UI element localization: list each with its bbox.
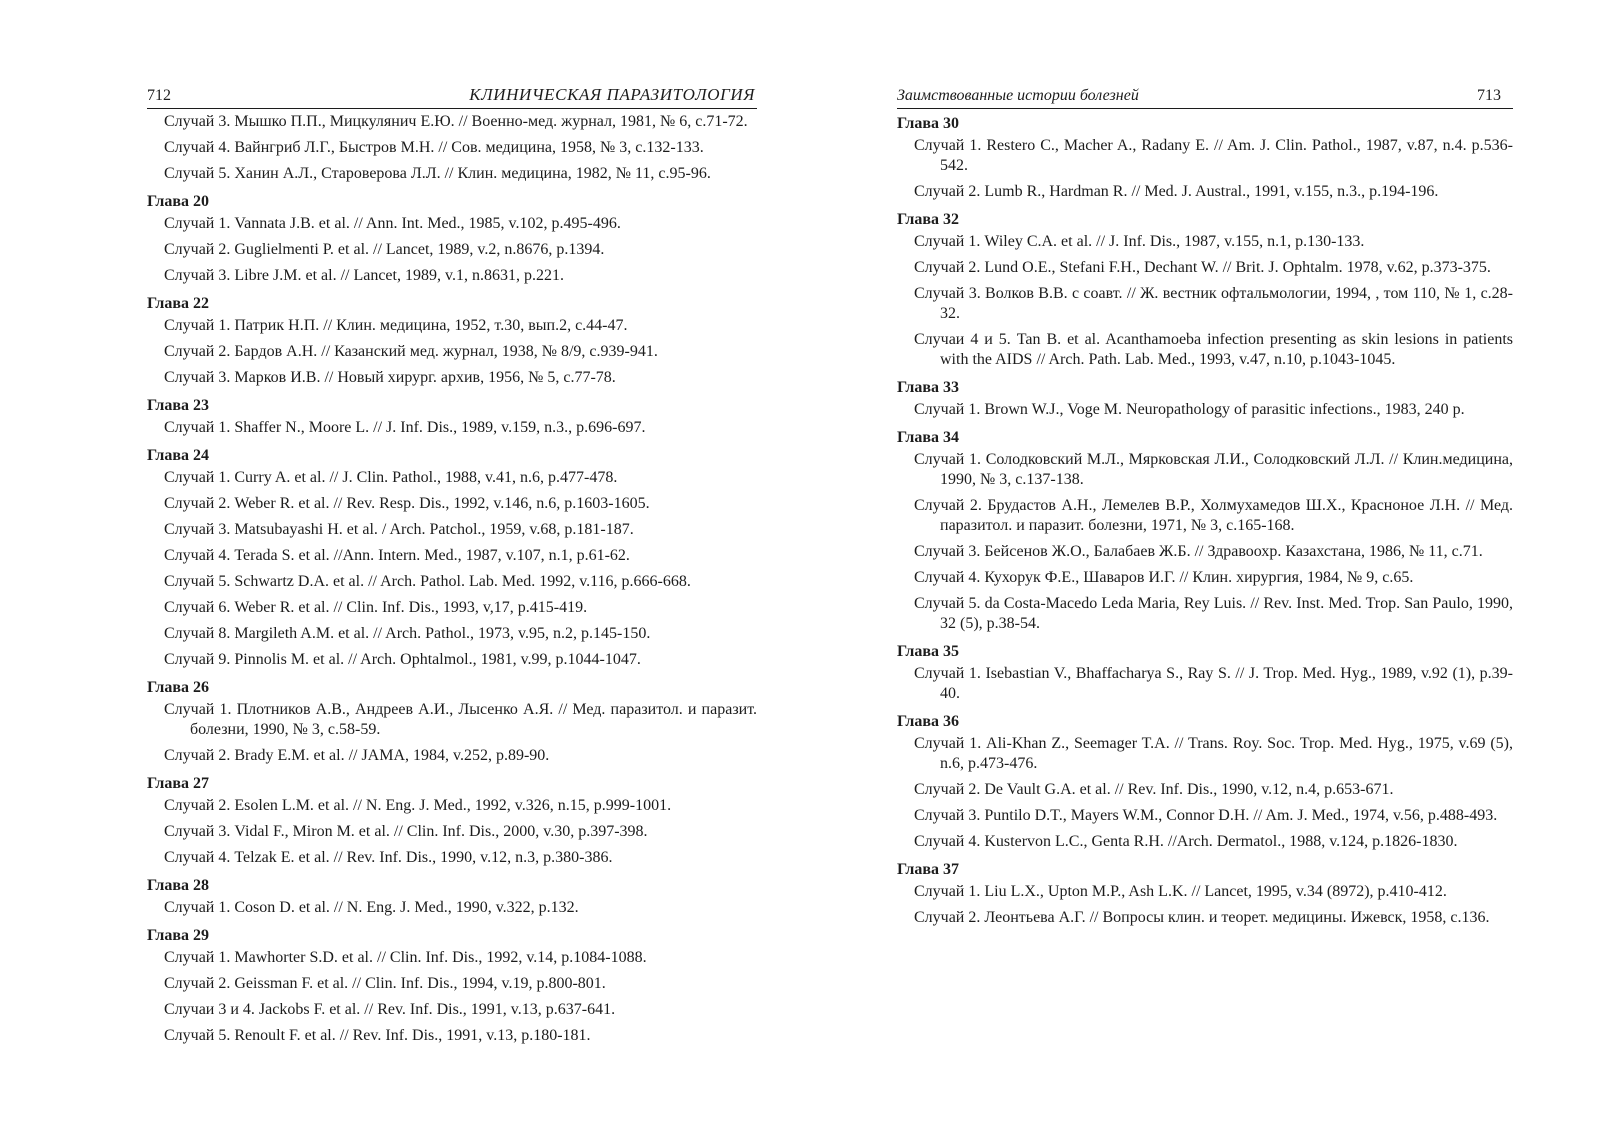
reference-entry: Случай 8. Margileth A.M. et al. // Arch. Pathol., 1973, v.95, n.2, p.145-150. bbox=[164, 625, 651, 642]
page-number: 713 bbox=[1477, 87, 1501, 104]
reference-entry: Случай 2. Esolen L.M. et al. // N. Eng. J. Med., 1992, v.326, n.15, p.999-1001. bbox=[164, 797, 672, 814]
chapter-heading: Глава 29 bbox=[147, 927, 209, 944]
reference-entry: Случай 3. Matsubayashi H. et al. / Arch. Patchol., 1959, v.68, p.181-187. bbox=[164, 521, 634, 538]
reference-entry: Случай 1. Brown W.J., Voge M. Neuropathology of parasitic infections., 1983, 240 p. bbox=[914, 401, 1465, 418]
reference-entry: Случай 5. Ханин А.Л., Староверова Л.Л. // Клин. медицина, 1982, № 11, с.95-96. bbox=[164, 165, 711, 182]
reference-entry: Случай 1. Патрик Н.П. // Клин. медицина, 1952, т.30, вып.2, с.44-47. bbox=[164, 317, 628, 334]
chapter-heading: Глава 35 bbox=[897, 643, 959, 660]
reference-entry: Случай 3. Мышко П.П., Мицкулянич Е.Ю. // Военно-мед. журнал, 1981, № 6, с.71-72. bbox=[164, 113, 748, 130]
reference-entry: Случай 2. Брудастов А.Н., Лемелев В.Р., Холмухамедов Ш.Х., Красноное Л.Н. // Мед. паразитол. и паразит. болезни, 1971, № 3, с.165-168. bbox=[914, 497, 1513, 534]
reference-entry: Случай 3. Волков В.В. с соавт. // Ж. вестник офтальмологии, 1994, , том 110, № 1, с.28-32. bbox=[914, 285, 1513, 322]
chapter-heading: Глава 27 bbox=[147, 775, 209, 792]
reference-entry: Случай 1. Curry A. et al. // J. Clin. Pathol., 1988, v.41, n.6, p.477-478. bbox=[164, 469, 618, 486]
chapter-heading: Глава 36 bbox=[897, 713, 959, 730]
chapter-heading: Глава 26 bbox=[147, 679, 209, 696]
running-title: КЛИНИЧЕСКАЯ ПАРАЗИТОЛОГИЯ bbox=[469, 85, 755, 104]
reference-entry: Случай 2. Weber R. et al. // Rev. Resp. Dis., 1992, v.146, n.6, p.1603-1605. bbox=[164, 495, 650, 512]
reference-entry: Случай 5. Schwartz D.A. et al. // Arch. Pathol. Lab. Med. 1992, v.116, p.666-668. bbox=[164, 573, 691, 590]
reference-entry: Случай 9. Pinnolis M. et al. // Arch. Ophtalmol., 1981, v.99, p.1044-1047. bbox=[164, 651, 641, 668]
chapter-heading: Глава 30 bbox=[897, 115, 959, 132]
reference-entry: Случаи 3 и 4. Jackobs F. et al. // Rev. Inf. Dis., 1991, v.13, p.637-641. bbox=[164, 1001, 616, 1018]
reference-entry: Случай 4. Kustervon L.C., Genta R.H. //Arch. Dermatol., 1988, v.124, p.1826-1830. bbox=[914, 833, 1458, 850]
reference-entry: Случай 4. Telzak E. et al. // Rev. Inf. Dis., 1990, v.12, n.3, p.380-386. bbox=[164, 849, 613, 866]
reference-entry: Случай 2. Бардов А.Н. // Казанский мед. журнал, 1938, № 8/9, с.939-941. bbox=[164, 343, 658, 360]
reference-entry: Случай 3. Puntilo D.T., Mayers W.M., Connor D.H. // Am. J. Med., 1974, v.56, p.488-493. bbox=[914, 807, 1498, 824]
chapter-heading: Глава 37 bbox=[897, 861, 959, 878]
chapter-heading: Глава 23 bbox=[147, 397, 209, 414]
chapter-heading: Глава 33 bbox=[897, 379, 959, 396]
chapter-heading: Глава 34 bbox=[897, 429, 959, 446]
reference-entry: Случай 2. Brady E.M. et al. // JAMA, 1984, v.252, p.89-90. bbox=[164, 747, 550, 764]
reference-entry: Случай 2. Lund O.E., Stefani F.H., Dechant W. // Brit. J. Ophtalm. 1978, v.62, p.373-375. bbox=[914, 259, 1491, 276]
chapter-heading: Глава 32 bbox=[897, 211, 959, 228]
chapter-heading: Глава 24 bbox=[147, 447, 209, 464]
reference-entry: Случай 1. Vannata J.B. et al. // Ann. Int. Med., 1985, v.102, p.495-496. bbox=[164, 215, 621, 232]
reference-entry: Случай 2. Geissman F. et al. // Clin. Inf. Dis., 1994, v.19, p.800-801. bbox=[164, 975, 606, 992]
right-page bbox=[897, 80, 1513, 934]
reference-entry: Случай 1. Ali-Khan Z., Seemager T.A. // Trans. Roy. Soc. Trop. Med. Hyg., 1975, v.69 (5), n.6, p.473-476. bbox=[914, 735, 1513, 772]
reference-entry: Случай 3. Бейсенов Ж.О., Балабаев Ж.Б. // Здравоохр. Казахстана, 1986, № 11, с.71. bbox=[914, 543, 1483, 560]
reference-entry: Случай 1. Плотников А.В., Андреев А.И., Лысенко А.Я. // Мед. паразитол. и паразит. болезни, 1990, № 3, с.58-59. bbox=[164, 701, 757, 738]
reference-entry: Случай 3. Vidal F., Miron M. et al. // Clin. Inf. Dis., 2000, v.30, p.397-398. bbox=[164, 823, 648, 840]
reference-entry: Случаи 4 и 5. Tan B. et al. Acanthamoeba infection presenting as skin lesions in patients with the AIDS // Arch. Path. Lab. Med., 1993, v.47, n.10, p.1043-1045. bbox=[914, 331, 1513, 368]
reference-entry: Случай 2. Леонтьева А.Г. // Вопросы клин. и теорет. медицины. Ижевск, 1958, с.136. bbox=[914, 909, 1490, 926]
reference-entry: Случай 3. Марков И.В. // Новый хирург. архив, 1956, № 5, с.77-78. bbox=[164, 369, 616, 386]
reference-entry: Случай 2. De Vault G.A. et al. // Rev. Inf. Dis., 1990, v.12, n.4, p.653-671. bbox=[914, 781, 1394, 798]
running-head bbox=[147, 80, 757, 109]
reference-entry: Случай 1. Coson D. et al. // N. Eng. J. Med., 1990, v.322, p.132. bbox=[164, 899, 579, 916]
reference-entry: Случай 1. Shaffer N., Moore L. // J. Inf. Dis., 1989, v.159, n.3., p.696-697. bbox=[164, 419, 646, 436]
reference-list bbox=[897, 112, 1513, 928]
reference-entry: Случай 5. Renoult F. et al. // Rev. Inf. Dis., 1991, v.13, p.180-181. bbox=[164, 1027, 591, 1044]
reference-entry: Случай 4. Кухорук Ф.Е., Шаваров И.Г. // Клин. хирургия, 1984, № 9, с.65. bbox=[914, 569, 1414, 586]
left-page bbox=[147, 80, 757, 1052]
reference-entry: Случай 1. Wiley C.A. et al. // J. Inf. Dis., 1987, v.155, n.1, p.130-133. bbox=[914, 233, 1365, 250]
reference-entry: Случай 1. Mawhorter S.D. et al. // Clin. Inf. Dis., 1992, v.14, p.1084-1088. bbox=[164, 949, 647, 966]
reference-entry: Случай 2. Lumb R., Hardman R. // Med. J. Austral., 1991, v.155, n.3., p.194-196. bbox=[914, 183, 1439, 200]
page-number: 712 bbox=[147, 87, 171, 104]
reference-entry: Случай 4. Вайнгриб Л.Г., Быстров М.Н. // Сов. медицина, 1958, № 3, с.132-133. bbox=[164, 139, 704, 156]
running-title: Заимствованные истории болезней bbox=[897, 87, 1139, 104]
reference-entry: Случай 1. Солодковский М.Л., Мярковская Л.И., Солодковский Л.Л. // Клин.медицина, 1990, № 3, с.137-138. bbox=[914, 451, 1513, 488]
reference-entry: Случай 1. Liu L.X., Upton M.P., Ash L.K. // Lancet, 1995, v.34 (8972), p.410-412. bbox=[914, 883, 1447, 900]
reference-entry: Случай 3. Libre J.M. et al. // Lancet, 1989, v.1, n.8631, p.221. bbox=[164, 267, 564, 284]
reference-entry: Случай 1. Isebastian V., Bhaffacharya S., Ray S. // J. Trop. Med. Hyg., 1989, v.92 (1), p.39-40. bbox=[914, 665, 1513, 702]
chapter-heading: Глава 28 bbox=[147, 877, 209, 894]
reference-entry: Случай 5. da Costa-Macedo Leda Maria, Rey Luis. // Rev. Inst. Med. Trop. San Paulo, 1990, 32 (5), p.38-54. bbox=[914, 595, 1513, 632]
reference-list bbox=[147, 112, 757, 1046]
chapter-heading: Глава 22 bbox=[147, 295, 209, 312]
reference-entry: Случай 4. Terada S. et al. //Ann. Intern. Med., 1987, v.107, n.1, p.61-62. bbox=[164, 547, 630, 564]
reference-entry: Случай 1. Restero C., Macher A., Radany E. // Am. J. Clin. Pathol., 1987, v.87, n.4. p.536-542. bbox=[914, 137, 1513, 174]
reference-entry: Случай 6. Weber R. et al. // Clin. Inf. Dis., 1993, v,17, p.415-419. bbox=[164, 599, 588, 616]
chapter-heading: Глава 20 bbox=[147, 193, 209, 210]
running-head bbox=[897, 80, 1513, 109]
reference-entry: Случай 2. Guglielmenti P. et al. // Lancet, 1989, v.2, n.8676, p.1394. bbox=[164, 241, 605, 258]
